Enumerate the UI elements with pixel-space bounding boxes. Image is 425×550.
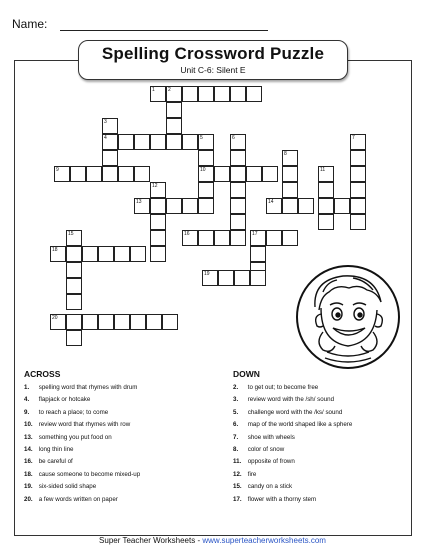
crossword-cell[interactable] — [298, 198, 314, 214]
crossword-cell[interactable] — [134, 198, 150, 214]
clue-number: 10. — [24, 421, 33, 429]
crossword-cell[interactable] — [86, 166, 102, 182]
clue-number: 14. — [24, 445, 33, 453]
crossword-cell[interactable] — [166, 118, 182, 134]
crossword-cell[interactable] — [118, 134, 134, 150]
clue-number: 4 — [104, 135, 107, 141]
clue-number: 17. — [233, 495, 242, 503]
name-label: Name: — [12, 17, 48, 31]
crossword-cell[interactable] — [218, 270, 234, 286]
footer-brand: Super Teacher Worksheets — [99, 536, 196, 545]
crossword-cell[interactable] — [350, 198, 366, 214]
clue-text: something you put food on — [37, 433, 112, 441]
clue-text: be careful of — [37, 458, 73, 466]
clue-text: candy on a stick — [246, 483, 293, 491]
crossword-cell[interactable] — [198, 150, 214, 166]
crossword-cell[interactable] — [114, 314, 130, 330]
clue-number: 12 — [152, 183, 158, 189]
clue-number: 8 — [284, 151, 287, 157]
clue-number: 16 — [184, 231, 190, 237]
crossword-cell[interactable] — [214, 86, 230, 102]
clue-text: a few words written on paper — [37, 495, 118, 503]
crossword-cell[interactable] — [98, 314, 114, 330]
crossword-cell[interactable] — [166, 86, 182, 102]
crossword-cell[interactable] — [202, 270, 218, 286]
crossword-cell[interactable] — [70, 166, 86, 182]
title-box — [78, 40, 348, 80]
across-clue — [24, 471, 140, 483]
crossword-cell[interactable] — [166, 102, 182, 118]
clue-number: 13. — [24, 433, 33, 441]
crossword-cell[interactable] — [282, 198, 298, 214]
crossword-cell[interactable] — [162, 314, 178, 330]
crossword-cell[interactable] — [334, 198, 350, 214]
crossword-cell[interactable] — [150, 246, 166, 262]
down-clue — [233, 409, 352, 421]
crossword-cell[interactable] — [230, 150, 246, 166]
across-clue — [24, 396, 140, 408]
clue-number: 10 — [200, 167, 206, 173]
crossword-cell[interactable] — [82, 314, 98, 330]
crossword-cell[interactable] — [198, 230, 214, 246]
clue-text: flapjack or hotcake — [37, 396, 91, 404]
crossword-cell[interactable] — [266, 230, 282, 246]
clue-number: 15 — [68, 231, 74, 237]
crossword-cell[interactable] — [230, 86, 246, 102]
clue-number: 2. — [233, 384, 239, 391]
across-clue — [24, 496, 140, 508]
crossword-cell[interactable] — [246, 86, 262, 102]
clue-number: 6. — [233, 421, 239, 429]
crossword-cell[interactable] — [282, 182, 298, 198]
crossword-cell[interactable] — [350, 182, 366, 198]
crossword-cell[interactable] — [250, 270, 266, 286]
crossword-cell[interactable] — [318, 198, 334, 214]
clue-number: 7. — [233, 433, 239, 441]
crossword-cell[interactable] — [234, 270, 250, 286]
clue-text: to get out; to become free — [246, 384, 319, 391]
crossword-cell[interactable] — [102, 166, 118, 182]
crossword-cell[interactable] — [318, 214, 334, 230]
crossword-cell[interactable] — [150, 182, 166, 198]
crossword-cell[interactable] — [130, 246, 146, 262]
crossword-cell[interactable] — [102, 134, 118, 150]
clue-text: to reach a place; to come — [37, 408, 109, 416]
clue-number: 18 — [52, 247, 58, 253]
down-clue — [233, 421, 352, 433]
crossword-cell[interactable] — [230, 134, 246, 150]
clue-text: spelling word that rhymes with drum — [37, 384, 138, 391]
crossword-cell[interactable] — [318, 182, 334, 198]
crossword-cell[interactable] — [230, 166, 246, 182]
crossword-cell[interactable] — [66, 330, 82, 346]
crossword-cell[interactable] — [350, 214, 366, 230]
name-line[interactable] — [60, 30, 268, 31]
across-clue — [24, 458, 140, 470]
clue-number: 18. — [24, 470, 33, 478]
down-clues — [233, 369, 352, 508]
clue-number: 17 — [252, 231, 258, 237]
crossword-cell[interactable] — [50, 314, 66, 330]
crossword-cell[interactable] — [182, 86, 198, 102]
crossword-cell[interactable] — [198, 86, 214, 102]
crossword-cell[interactable] — [150, 134, 166, 150]
down-clue — [233, 384, 352, 396]
crossword-cell[interactable] — [214, 166, 230, 182]
clue-text: review word that rhymes with row — [37, 421, 131, 429]
crossword-cell[interactable] — [182, 230, 198, 246]
crossword-cell[interactable] — [230, 198, 246, 214]
down-clue — [233, 446, 352, 458]
crossword-cell[interactable] — [198, 198, 214, 214]
crossword-cell[interactable] — [114, 246, 130, 262]
down-heading: DOWN — [233, 369, 260, 379]
clue-text: challenge word with the /ks/ sound — [246, 408, 343, 416]
clue-number: 13 — [136, 199, 142, 205]
crossword-cell[interactable] — [250, 246, 266, 262]
clue-text: fire — [246, 470, 257, 478]
crossword-cell[interactable] — [166, 198, 182, 214]
crossword-cell[interactable] — [50, 246, 66, 262]
clue-text: shoe with wheels — [246, 433, 295, 441]
clue-number: 20 — [52, 315, 58, 321]
clue-number: 19 — [204, 271, 210, 277]
across-clue — [24, 409, 140, 421]
clue-number: 16. — [24, 458, 33, 466]
crossword-cell[interactable] — [150, 198, 166, 214]
crossword-cell[interactable] — [66, 246, 82, 262]
crossword-cell[interactable] — [98, 246, 114, 262]
footer — [0, 536, 425, 545]
clue-number: 5. — [233, 408, 239, 416]
across-clue — [24, 384, 140, 396]
crossword-cell[interactable] — [214, 230, 230, 246]
clue-number: 7 — [352, 135, 355, 141]
crossword-cell[interactable] — [150, 86, 166, 102]
crossword-cell[interactable] — [102, 150, 118, 166]
down-clue — [233, 458, 352, 470]
across-clue — [24, 483, 140, 495]
clue-number: 15. — [233, 483, 242, 491]
crossword-cell[interactable] — [130, 314, 146, 330]
unit-subtitle: Unit C-6: Silent E — [180, 65, 246, 75]
crossword-cell[interactable] — [318, 166, 334, 182]
clue-number: 1. — [24, 384, 30, 391]
page-title: Spelling Crossword Puzzle — [101, 44, 325, 63]
crossword-cell[interactable] — [250, 230, 266, 246]
down-clue — [233, 496, 352, 508]
clue-number: 9 — [56, 167, 59, 173]
clue-number: 1 — [152, 87, 155, 93]
crossword-cell[interactable] — [198, 182, 214, 198]
down-clue — [233, 434, 352, 446]
crossword-cell[interactable] — [246, 166, 262, 182]
across-heading: ACROSS — [24, 369, 61, 379]
clue-number: 3. — [233, 396, 239, 404]
crossword-cell[interactable] — [198, 166, 214, 182]
crossword-cell[interactable] — [82, 246, 98, 262]
crossword-cell[interactable] — [282, 150, 298, 166]
down-clue — [233, 471, 352, 483]
clue-text: six-sided solid shape — [37, 483, 97, 491]
clue-number: 11 — [320, 167, 326, 173]
crossword-cell[interactable] — [150, 230, 166, 246]
crossword-cell[interactable] — [266, 198, 282, 214]
clue-text: review word with the /sh/ sound — [246, 396, 335, 404]
across-clue — [24, 446, 140, 458]
clue-text: long thin line — [37, 445, 74, 453]
crossword-cell[interactable] — [182, 198, 198, 214]
down-clue — [233, 396, 352, 408]
crossword-cell[interactable] — [230, 182, 246, 198]
clue-number: 4. — [24, 396, 30, 404]
footer-separator: - — [195, 536, 203, 545]
clue-number: 5 — [200, 135, 203, 141]
across-clues — [24, 369, 140, 508]
crossword-cell[interactable] — [66, 262, 82, 278]
crossword-cell[interactable] — [230, 214, 246, 230]
clue-number: 20. — [24, 495, 33, 503]
crossword-cell[interactable] — [182, 134, 198, 150]
crossword-cell[interactable] — [198, 134, 214, 150]
illustration-circle — [297, 266, 399, 368]
crossword-cell[interactable] — [54, 166, 70, 182]
clue-number: 3 — [104, 119, 107, 125]
clue-number: 19. — [24, 483, 33, 491]
clue-number: 2 — [168, 87, 171, 93]
crossword-cell[interactable] — [166, 134, 182, 150]
clue-text: flower with a thorny stem — [246, 495, 317, 503]
clue-text: color of snow — [246, 445, 285, 453]
crossword-cell[interactable] — [230, 230, 246, 246]
clue-number: 11. — [233, 458, 242, 466]
crossword-cell[interactable] — [66, 230, 82, 246]
clue-number: 12. — [233, 470, 242, 478]
down-clue — [233, 483, 352, 495]
crossword-cell[interactable] — [282, 166, 298, 182]
clue-number: 8. — [233, 445, 239, 453]
crossword-cell[interactable] — [350, 134, 366, 150]
clue-text: cause someone to become mixed-up — [37, 470, 141, 478]
footer-url-link[interactable]: www.superteacherworksheets.com — [202, 536, 326, 545]
crossword-cell[interactable] — [262, 166, 278, 182]
crossword-cell[interactable] — [350, 166, 366, 182]
clue-number: 9. — [24, 408, 30, 416]
crossword-cell[interactable] — [102, 118, 118, 134]
crossword-cell[interactable] — [118, 166, 134, 182]
across-clue — [24, 421, 140, 433]
across-clue — [24, 434, 140, 446]
crossword-cell[interactable] — [146, 314, 162, 330]
crossword-cell[interactable] — [350, 150, 366, 166]
crossword-cell[interactable] — [134, 166, 150, 182]
clue-text: map of the world shaped like a sphere — [246, 421, 353, 429]
kid-illustration — [293, 262, 403, 372]
crossword-cell[interactable] — [66, 294, 82, 310]
crossword-cell[interactable] — [66, 278, 82, 294]
crossword-cell[interactable] — [134, 134, 150, 150]
crossword-cell[interactable] — [282, 230, 298, 246]
clue-text: opposite of frown — [246, 458, 295, 466]
crossword-cell[interactable] — [150, 214, 166, 230]
crossword-cell[interactable] — [66, 314, 82, 330]
clue-number: 6 — [232, 135, 235, 141]
clue-number: 14 — [268, 199, 274, 205]
